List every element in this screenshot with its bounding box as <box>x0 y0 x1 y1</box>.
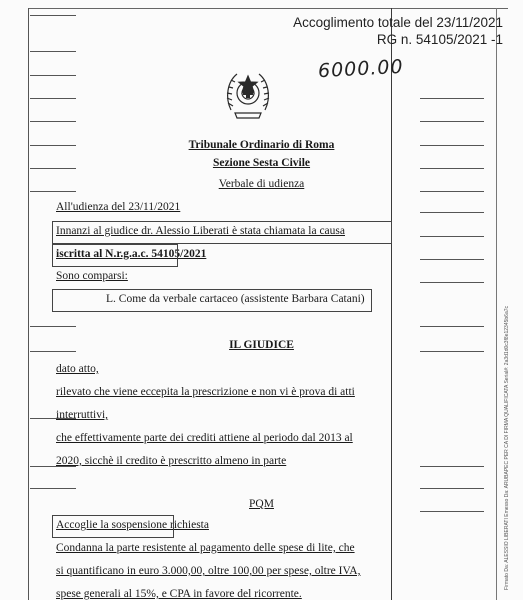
ruled-line <box>420 282 484 283</box>
ruled-line <box>420 488 484 489</box>
ruled-line <box>420 511 484 512</box>
handwritten-amount: 6000.00 <box>317 55 405 83</box>
text-box <box>52 515 174 538</box>
ruled-line <box>420 466 484 467</box>
ruled-line <box>30 351 76 352</box>
judge-line: Innanzi al giudice dr. Alessio Liberati è stata chiamata la causa <box>56 225 345 237</box>
digital-signature-stamp: Firmato Da: ALESSIO LIBERATI Emesso Da: ARUBAPEC PER CA DI FIRMA QUALIFICATA Serial#: 2a3d1d0c3f8e12345b6a7c <box>504 305 510 590</box>
ruled-line <box>420 98 484 99</box>
republic-emblem-icon <box>223 66 273 122</box>
paragraph-line: 2020, sicchè il credito è prescritto almeno in parte <box>56 455 287 467</box>
judge-heading: IL GIUDICE <box>229 339 294 351</box>
ruled-line <box>420 326 484 327</box>
document-header <box>293 14 503 48</box>
decision-line: Accoglimento totale del 23/11/2021 <box>293 15 503 30</box>
ruled-line <box>420 191 484 192</box>
hearing-date: All'udienza del 23/11/2021 <box>56 201 181 213</box>
court-name: Tribunale Ordinario di Roma <box>188 139 335 151</box>
document-type: Verbale di udienza <box>218 178 305 190</box>
scan-border-top <box>28 8 508 9</box>
case-number-header: RG n. 54105/2021 -1 <box>376 32 503 47</box>
ruled-line <box>30 488 76 489</box>
ruled-line <box>420 236 484 237</box>
text-box <box>52 221 392 244</box>
ruling-line: si quantificano in euro 3.000,00, oltre 100,00 per spese, oltre IVA, <box>56 565 361 577</box>
ruled-line <box>30 51 76 52</box>
ruled-line <box>30 15 76 16</box>
pqm-heading: PQM <box>249 498 274 510</box>
margin-line <box>391 8 392 600</box>
ruling-line: Condanna la parte resistente al pagamento delle spese di lite, che <box>56 542 355 554</box>
ruling-line: Accoglie la sospensione richiesta <box>56 519 209 531</box>
ruled-line <box>30 98 76 99</box>
appearance-line: L. Come da verbale cartaceo (assistente Barbara Catani) <box>106 293 365 305</box>
case-number: iscritta al N.r.g.a.c. 54105/2021 <box>56 248 207 260</box>
text-box <box>52 289 372 312</box>
ruled-line <box>30 75 76 76</box>
present-label: Sono comparsi: <box>56 270 128 282</box>
ruled-line <box>30 121 76 122</box>
scan-border-left <box>28 8 29 600</box>
ruling-line: spese generali al 15%, e CPA in favore del ricorrente. <box>56 588 302 600</box>
text-box <box>52 244 178 267</box>
margin-line-right <box>496 8 497 600</box>
ruled-line <box>30 326 76 327</box>
ruled-line <box>420 121 484 122</box>
ruled-line <box>420 212 484 213</box>
court-section: Sezione Sesta Civile <box>212 157 311 169</box>
paragraph-line: interruttivi, <box>56 409 109 421</box>
paragraph-line: dato atto, <box>56 363 99 375</box>
paragraph-line: rilevato che viene eccepita la prescrizione e non vi è prova di atti <box>56 386 355 398</box>
ruled-line <box>420 259 484 260</box>
ruled-line <box>30 191 76 192</box>
ruled-line <box>420 351 484 352</box>
paragraph-line: che effettivamente parte dei crediti attiene al periodo dal 2013 al <box>56 432 353 444</box>
